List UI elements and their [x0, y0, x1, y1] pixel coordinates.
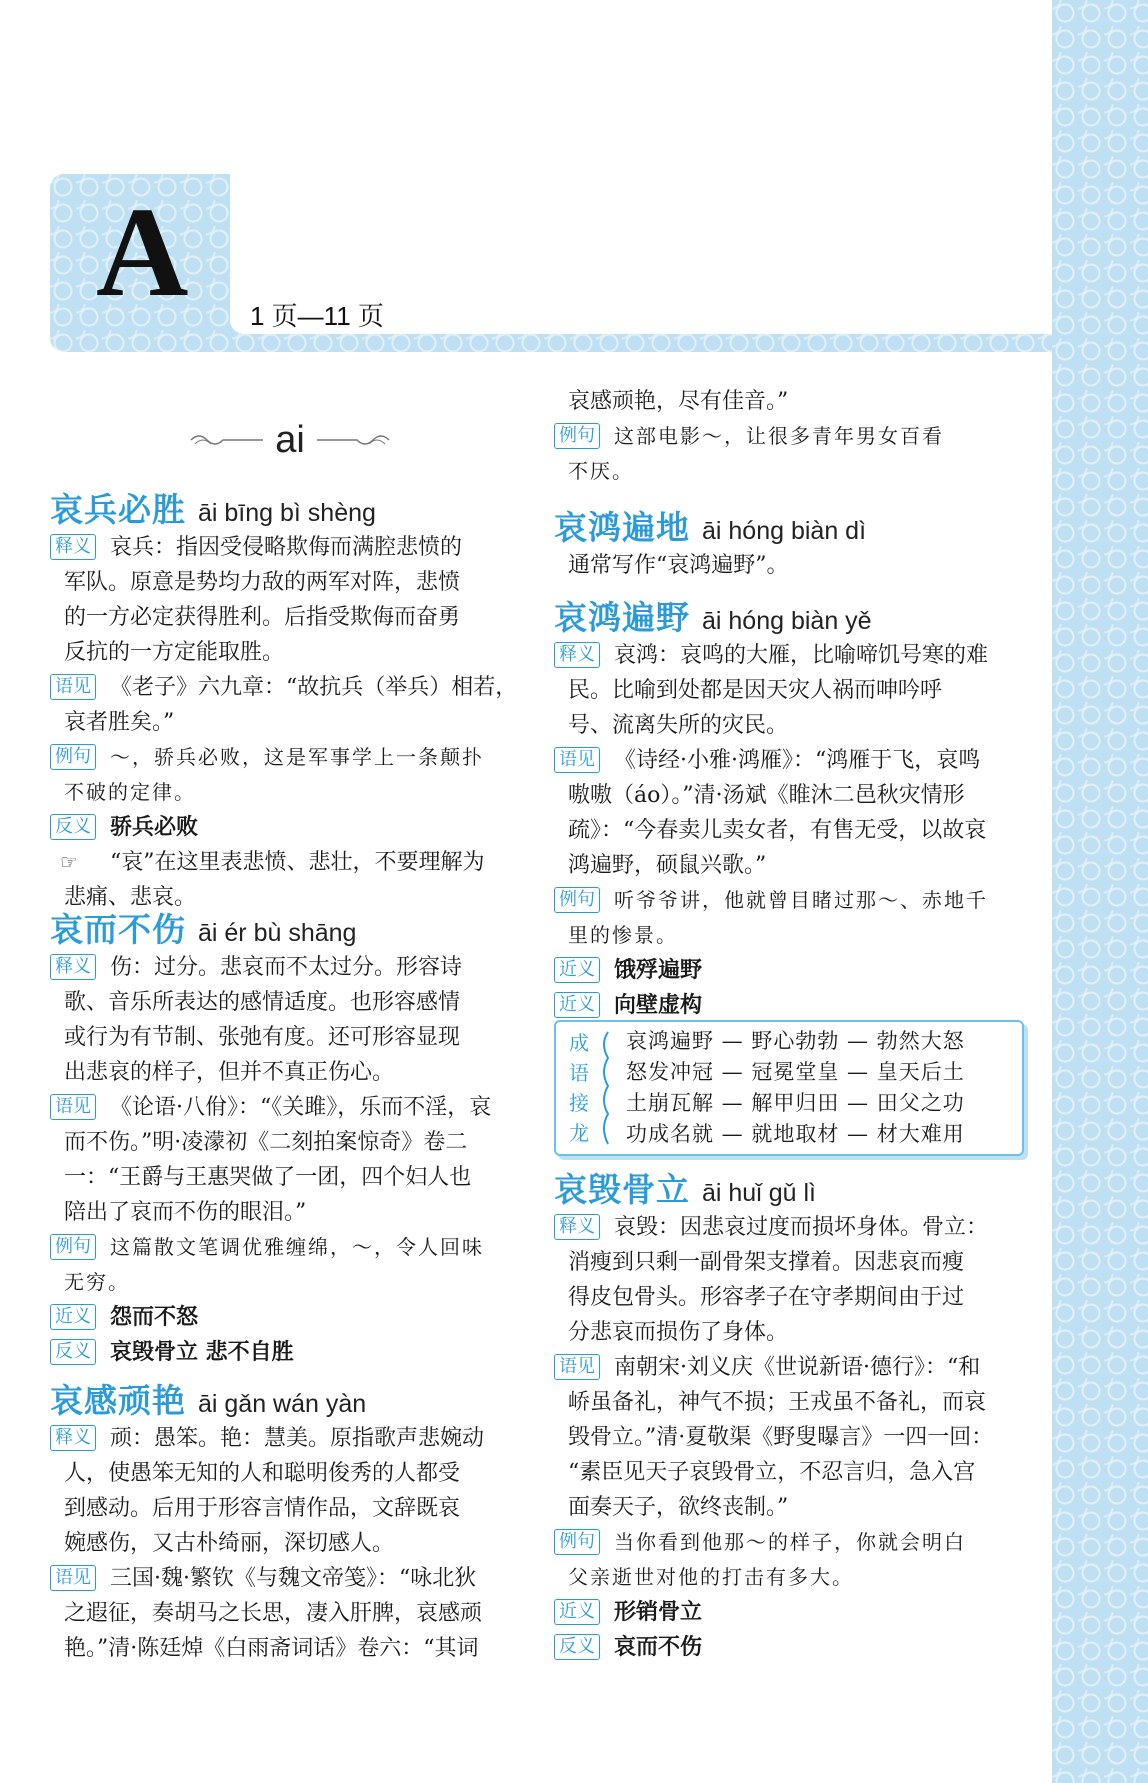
text-line: “素臣见天子哀毁骨立，不忍言归，急入宫	[568, 1460, 976, 1485]
text-line: 嗷嗷（áo）。”清·汤斌《睢沐二邑秋灾情形	[568, 783, 965, 808]
chain-label-char: 语	[569, 1061, 589, 1085]
text-line: 面奏天子，欲终丧制。”	[568, 1495, 789, 1520]
tag-synonym: 近义	[50, 1304, 96, 1330]
text-line: 号、流离失所的灾民。	[568, 713, 789, 738]
side-decoration-strip	[1052, 0, 1148, 1783]
syllable: ai	[275, 418, 305, 461]
text-line: 得皮包骨头。形容孝子在守孝期间由于过	[568, 1285, 965, 1310]
syllable-header	[160, 415, 420, 465]
text-line: 陪出了哀而不伤的眼泪。”	[64, 1200, 307, 1225]
text-line: 的一方必定获得胜利。后指受欺侮而奋勇	[64, 605, 461, 630]
idiom-pinyin: āi hóng biàn yě	[702, 607, 872, 635]
text-line: 哀鸿：哀鸣的大雁，比喻啼饥号寒的难	[614, 643, 989, 668]
text-line: 鸿遍野，硕鼠兴歌。”	[568, 853, 767, 878]
idiom-pinyin: āi huǐ gǔ lì	[702, 1179, 816, 1207]
chain-label-char: 接	[569, 1091, 589, 1115]
synonym-text: 向壁虚构	[614, 993, 703, 1018]
idiom-title: 哀鸿遍野	[554, 598, 690, 637]
text-line: 悲痛、悲哀。	[64, 885, 197, 910]
synonym-text: 怨而不怒	[110, 1305, 199, 1330]
text-line: 民。比喻到处都是因天灾人祸而呻吟呼	[568, 678, 943, 703]
idiom-title: 哀而不伤	[50, 910, 186, 949]
idiom-title: 哀毁骨立	[554, 1170, 690, 1209]
entry-aihuiguli	[554, 1164, 1034, 1665]
idiom-chain-box	[554, 1020, 1024, 1156]
section-letter: A	[96, 181, 189, 323]
chain-row: 功成名就 — 就地取材 — 材大难用	[626, 1122, 965, 1146]
text-line: 哀感顽艳，尽有佳音。”	[568, 389, 789, 414]
idiom-pinyin: āi gǎn wán yàn	[198, 1390, 367, 1418]
text-line: 通常写作“哀鸿遍野”。	[568, 553, 789, 578]
text-line: 哀兵：指因受侵略欺侮而满腔悲愤的	[110, 535, 463, 560]
tag-source: 语见	[554, 1354, 600, 1380]
page-range: 1 页—11 页	[250, 301, 384, 331]
chain-spine-icon	[600, 1030, 610, 1146]
text-line: 峤虽备礼，神气不损；王戎虽不备礼，而哀	[568, 1390, 987, 1415]
chain-label	[564, 1028, 594, 1148]
idiom-pinyin: āi hóng biàn dì	[702, 517, 867, 545]
text-line: 分悲哀而损伤了身体。	[568, 1320, 789, 1345]
text-line: 哀者胜矣。”	[64, 710, 175, 735]
banner-cutout	[230, 0, 1052, 334]
text-line: 这篇散文笔调优雅缠绵，～，令人回味	[110, 1235, 484, 1259]
tag-source: 语见	[50, 1565, 96, 1591]
tag-source: 语见	[554, 747, 600, 773]
antonym-text: 哀毁骨立 悲不自胜	[110, 1340, 294, 1365]
text-line: 三国·魏·繁钦《与魏文帝笺》：“咏北狄	[110, 1566, 477, 1591]
text-line: 不厌。	[568, 459, 634, 483]
text-line: 艳。”清·陈廷焯《白雨斋词话》卷六：“其词	[64, 1636, 479, 1661]
text-line: 当你看到他那～的样子，你就会明白	[614, 1530, 966, 1554]
tag-antonym: 反义	[50, 1339, 96, 1365]
idiom-title: 哀感顽艳	[50, 1381, 186, 1420]
text-line: 疏》：“今春卖儿卖女者，有售无受，以故哀	[568, 818, 987, 843]
tag-definition: 释义	[554, 1214, 600, 1240]
continued-entry	[554, 384, 1034, 489]
antonym-text: 哀而不伤	[614, 1635, 703, 1660]
text-line: 里的惨景。	[568, 923, 678, 947]
text-line: 军队。原意是势均力敌的两军对阵，悲愤	[64, 570, 461, 595]
tag-synonym: 近义	[554, 992, 600, 1018]
text-line: 《论语·八佾》：“《关雎》，乐而不淫，哀	[110, 1095, 492, 1120]
text-line: 听爷爷讲，他就曾目睹过那～、赤地千	[614, 888, 988, 912]
text-line: 人，使愚笨无知的人和聪明俊秀的人都受	[64, 1461, 461, 1486]
text-line: 或行为有节制、张弛有度。还可形容显现	[64, 1025, 461, 1050]
text-line: 这部电影～，让很多青年男女百看	[614, 424, 944, 448]
tag-antonym: 反义	[554, 1634, 600, 1660]
text-line: 顽：愚笨。艳：慧美。原指歌声悲婉动	[110, 1426, 485, 1451]
tag-source: 语见	[50, 1094, 96, 1120]
pointing-hand-icon: ☞	[60, 850, 78, 874]
chain-label-char: 龙	[569, 1121, 589, 1145]
tag-synonym: 近义	[554, 957, 600, 983]
antonym-text: 骄兵必败	[110, 815, 199, 840]
text-line: 婉感伤，又古朴绮丽，深切感人。	[64, 1531, 395, 1556]
entry-aibingbisheng	[50, 484, 530, 915]
tag-example: 例句	[554, 423, 600, 449]
tag-synonym: 近义	[554, 1599, 600, 1625]
right-ornament-icon	[315, 430, 391, 450]
tag-example: 例句	[554, 1529, 600, 1555]
tag-source: 语见	[50, 674, 96, 700]
idiom-title: 哀鸿遍地	[554, 508, 690, 547]
text-line: 之遐征，奏胡马之长思，凄入肝脾，哀感顽	[64, 1601, 483, 1626]
tag-example: 例句	[50, 744, 96, 770]
text-line: 无穷。	[64, 1270, 130, 1294]
text-line: 消瘦到只剩一副骨架支撑着。因悲哀而瘦	[568, 1250, 965, 1275]
text-line: 南朝宋·刘义庆《世说新语·德行》：“和	[614, 1355, 981, 1380]
idiom-pinyin: āi ér bù shāng	[198, 919, 357, 947]
entry-aihongbianye	[554, 592, 1034, 1023]
entry-aihongbiandi	[554, 502, 1034, 583]
tag-definition: 释义	[50, 534, 96, 560]
text-line: 反抗的一方定能取胜。	[64, 640, 285, 665]
synonym-text: 饿殍遍野	[614, 958, 703, 983]
chain-label-char: 成	[569, 1031, 589, 1055]
text-line: ～，骄兵必败，这是军事学上一条颠扑	[110, 745, 484, 769]
text-line: 《老子》六九章：“故抗兵（举兵）相若，	[110, 675, 518, 700]
tag-antonym: 反义	[50, 814, 96, 840]
chain-row: 怒发冲冠 — 冠冕堂皇 — 皇天后土	[626, 1060, 965, 1084]
text-line: 一：“王爵与王惠哭做了一团，四个妇人也	[64, 1165, 472, 1190]
entry-aiganwanyan	[50, 1375, 530, 1666]
text-line: 伤：过分。悲哀而不太过分。形容诗	[110, 955, 463, 980]
text-line: 哀毁：因悲哀过度而损坏身体。骨立：	[614, 1215, 989, 1240]
text-line: 不破的定律。	[64, 780, 196, 804]
text-line: 而不伤。”明·凌濛初《二刻拍案惊奇》卷二	[64, 1130, 468, 1155]
idiom-pinyin: āi bīng bì shèng	[198, 499, 376, 527]
text-line: 毁骨立。”清·夏敬渠《野叟曝言》一四一回：	[568, 1425, 994, 1450]
text-line: 出悲哀的样子，但并不真正伤心。	[64, 1060, 395, 1085]
tag-definition: 释义	[554, 642, 600, 668]
tag-example: 例句	[554, 887, 600, 913]
text-line: 到感动。后用于形容言情作品，文辞既哀	[64, 1496, 461, 1521]
synonym-text: 形销骨立	[614, 1600, 703, 1625]
tag-definition: 释义	[50, 954, 96, 980]
left-ornament-icon	[189, 430, 265, 450]
text-line: “哀”在这里表悲愤、悲壮，不要理解为	[110, 850, 485, 875]
text-line: 父亲逝世对他的打击有多大。	[568, 1565, 854, 1589]
chain-row: 土崩瓦解 — 解甲归田 — 田父之功	[626, 1091, 965, 1115]
idiom-title: 哀兵必胜	[50, 490, 186, 529]
tag-definition: 释义	[50, 1425, 96, 1451]
entry-aierbushang	[50, 904, 530, 1370]
text-line: 歌、音乐所表达的感情适度。也形容感情	[64, 990, 461, 1015]
tag-example: 例句	[50, 1234, 96, 1260]
text-line: 《诗经·小雅·鸿雁》：“鸿雁于飞，哀鸣	[614, 748, 981, 773]
chain-row: 哀鸿遍野 — 野心勃勃 — 勃然大怒	[626, 1029, 965, 1053]
